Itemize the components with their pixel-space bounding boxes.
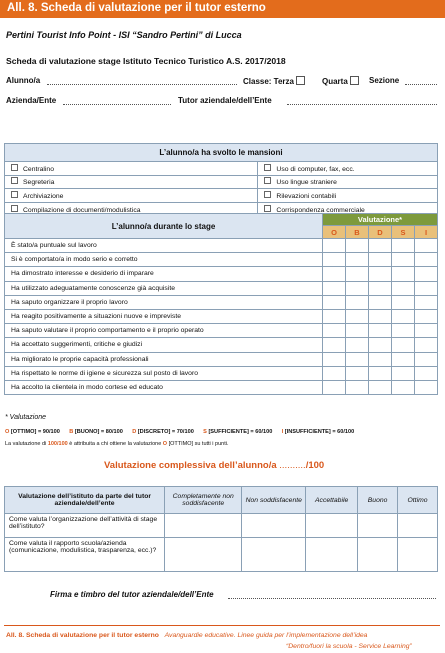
scale-b: B — [346, 226, 369, 239]
rating-cell[interactable] — [392, 239, 415, 253]
rating-cell[interactable] — [323, 253, 346, 267]
alunno-field[interactable] — [47, 76, 237, 85]
stage-evaluation-table — [4, 213, 438, 395]
footer-line-1: All. 8. Scheda di valutazione per il tutor esterno Avanguardie educative. Linee guida per l’implementazione dell’idea — [6, 632, 368, 639]
stage-criterion: Si è comportato/a in modo serio e corretto — [5, 253, 323, 267]
answer-cell[interactable] — [306, 538, 358, 572]
istituto-evaluation-table — [4, 486, 438, 572]
checkbox-icon[interactable] — [264, 177, 271, 184]
stage-criterion: Ha rispettato le norme di igiene e sicurezza sul posto di lavoro — [5, 366, 323, 380]
table-row — [5, 295, 438, 309]
rating-cell[interactable] — [323, 352, 346, 366]
terza-checkbox[interactable] — [296, 76, 305, 85]
stage-criterion: Ha accettato suggerimenti, critiche e giudizi — [5, 338, 323, 352]
table-row — [5, 366, 438, 380]
rating-cell[interactable] — [415, 295, 438, 309]
rating-cell[interactable] — [346, 366, 369, 380]
col-ottimo: Ottimo — [398, 487, 438, 514]
rating-cell[interactable] — [369, 281, 392, 295]
mansione-item[interactable]: Uso lingue straniere — [258, 175, 438, 189]
rating-cell[interactable] — [323, 309, 346, 323]
firma-label: Firma e timbro del tutor aziendale/dell’Ente — [50, 590, 214, 599]
rating-cell[interactable] — [346, 267, 369, 281]
rating-cell[interactable] — [346, 295, 369, 309]
table-row — [5, 309, 438, 323]
table-row — [5, 380, 438, 394]
stage-criterion: Ha migliorato le proprie capacità professionali — [5, 352, 323, 366]
rating-cell[interactable] — [369, 324, 392, 338]
checkbox-icon[interactable] — [264, 205, 271, 212]
rating-cell[interactable] — [415, 338, 438, 352]
rating-cell[interactable] — [415, 239, 438, 253]
rating-cell[interactable] — [392, 281, 415, 295]
rating-cell[interactable] — [415, 352, 438, 366]
footer-divider — [4, 625, 440, 626]
rating-cell[interactable] — [392, 324, 415, 338]
rating-cell[interactable] — [346, 253, 369, 267]
checkbox-icon[interactable] — [11, 205, 18, 212]
col-non-soddisfacente: Non soddisfacente — [242, 487, 306, 514]
checkbox-icon[interactable] — [264, 164, 271, 171]
legend: O [OTTIMO] = 90/100 B [BUONO] = 80/100 D [DISCRETO] = 70/100 S [SUFFICIENTE] = 60/100 I [INSUFFICIENTE] = 60/100 — [5, 429, 355, 435]
rating-cell[interactable] — [392, 338, 415, 352]
answer-cell[interactable] — [242, 514, 306, 538]
mansioni-title: L’alunno/a ha svolto le mansioni — [5, 144, 438, 162]
rating-cell[interactable] — [369, 267, 392, 281]
rating-cell[interactable] — [392, 295, 415, 309]
rating-cell[interactable] — [392, 309, 415, 323]
stage-criterion: Ha accolto la clientela in modo cortese ed educato — [5, 380, 323, 394]
table-row — [5, 352, 438, 366]
footer-line-2: “Dentro/fuori la scuola - Service Learning” — [286, 643, 412, 650]
answer-cell[interactable] — [165, 514, 242, 538]
answer-cell[interactable] — [306, 514, 358, 538]
scale-i: I — [415, 226, 438, 239]
mansione-item[interactable]: Uso di computer, fax, ecc. — [258, 162, 438, 176]
checkbox-icon[interactable] — [11, 164, 18, 171]
rating-cell[interactable] — [392, 253, 415, 267]
stage-criterion: Ha utilizzato adeguatamente conoscenze già acquisite — [5, 281, 323, 295]
rating-cell[interactable] — [369, 380, 392, 394]
valutazione-header: Valutazione* — [323, 214, 438, 226]
checkbox-icon[interactable] — [11, 191, 18, 198]
stage-criterion: Ha reagito positivamente a situazioni nuove e impreviste — [5, 309, 323, 323]
rating-cell[interactable] — [346, 338, 369, 352]
rating-cell[interactable] — [346, 380, 369, 394]
rating-cell[interactable] — [346, 309, 369, 323]
azienda-label: Azienda/Ente — [6, 96, 57, 105]
answer-cell[interactable] — [165, 538, 242, 572]
rating-cell[interactable] — [346, 324, 369, 338]
rating-cell[interactable] — [369, 366, 392, 380]
rating-cell[interactable] — [323, 295, 346, 309]
mansione-item[interactable]: Segreteria — [5, 175, 258, 189]
stage-criterion: È stato/a puntuale sul lavoro — [5, 239, 323, 253]
scale-s: S — [392, 226, 415, 239]
sezione-label: Sezione — [369, 76, 400, 85]
rating-cell[interactable] — [323, 338, 346, 352]
rating-cell[interactable] — [415, 253, 438, 267]
table-row — [5, 253, 438, 267]
alunno-label: Alunno/a — [6, 76, 41, 85]
azienda-field[interactable] — [63, 96, 171, 105]
rating-cell[interactable] — [392, 380, 415, 394]
sezione-field[interactable] — [405, 76, 437, 85]
rating-cell[interactable] — [415, 281, 438, 295]
table-row — [5, 239, 438, 253]
firma-field[interactable] — [228, 590, 436, 599]
rating-cell[interactable] — [323, 324, 346, 338]
answer-cell[interactable] — [358, 514, 398, 538]
rating-cell[interactable] — [415, 366, 438, 380]
istituto-question: Come valuta l’organizzazione dell’attività di stage dell’istituto? — [5, 514, 165, 538]
stage-criterion: Ha saputo valutare il proprio comportamento e il proprio operato — [5, 324, 323, 338]
checkbox-icon[interactable] — [264, 191, 271, 198]
rating-cell[interactable] — [415, 380, 438, 394]
table-row — [5, 324, 438, 338]
quarta-checkbox[interactable] — [350, 76, 359, 85]
rating-cell[interactable] — [415, 324, 438, 338]
rating-cell[interactable] — [369, 352, 392, 366]
rating-cell[interactable] — [392, 352, 415, 366]
answer-cell[interactable] — [398, 514, 438, 538]
rating-cell[interactable] — [369, 338, 392, 352]
rating-cell[interactable] — [369, 295, 392, 309]
legend-note: La valutazione di 100/100 è attribuita a chi ottiene la valutazione O [OTTIMO] su tutti i punti. — [5, 441, 229, 447]
table-row — [5, 267, 438, 281]
stage-criterion: Ha dimostrato interesse e desiderio di imparare — [5, 267, 323, 281]
col-accettabile: Accettabile — [306, 487, 358, 514]
rating-cell[interactable] — [323, 366, 346, 380]
rating-cell[interactable] — [323, 239, 346, 253]
legend-title: * Valutazione — [5, 414, 46, 421]
rating-cell[interactable] — [415, 267, 438, 281]
stage-criterion: Ha saputo organizzare il proprio lavoro — [5, 295, 323, 309]
stage-table-title: L’alunno/a durante lo stage — [5, 214, 323, 239]
rating-cell[interactable] — [323, 281, 346, 295]
istituto-question: Come valuta il rapporto scuola/azienda (comunicazione, modulistica, trasparenza, ecc.)? — [5, 538, 165, 572]
mansione-item[interactable]: Compilazione di documenti/modulistica — [5, 202, 258, 216]
answer-cell[interactable] — [398, 538, 438, 572]
col-buono: Buono — [358, 487, 398, 514]
checkbox-icon[interactable] — [11, 177, 18, 184]
mansione-item[interactable]: Rilevazioni contabili — [258, 189, 438, 203]
rating-cell[interactable] — [369, 309, 392, 323]
rating-cell[interactable] — [392, 267, 415, 281]
rating-cell[interactable] — [369, 239, 392, 253]
rating-cell[interactable] — [415, 309, 438, 323]
valutazione-complessiva: Valutazione complessiva dell’alunno/a ........../100 — [104, 460, 325, 471]
mansione-item[interactable]: Archiviazione — [5, 189, 258, 203]
answer-cell[interactable] — [358, 538, 398, 572]
col-completamente-non-soddisfacente: Completamente non soddisfacente — [165, 487, 242, 514]
table-row — [5, 281, 438, 295]
answer-cell[interactable] — [242, 538, 306, 572]
classe-label: Classe: Terza — [243, 76, 308, 86]
school-subtitle: Pertini Tourist Info Point - ISI “Sandro Pertini” di Lucca — [6, 30, 242, 40]
page-title: All. 8. Scheda di valutazione per il tutor esterno — [7, 2, 266, 14]
rating-cell[interactable] — [392, 366, 415, 380]
scale-d: D — [369, 226, 392, 239]
rating-cell[interactable] — [346, 239, 369, 253]
mansione-item[interactable]: Corrispondenza commerciale — [258, 202, 438, 216]
rating-cell[interactable] — [323, 380, 346, 394]
tutor-label: Tutor aziendale/dell’Ente — [178, 96, 272, 105]
tutor-field[interactable] — [287, 96, 437, 105]
rating-cell[interactable] — [346, 281, 369, 295]
table-row — [5, 338, 438, 352]
scale-o: O — [323, 226, 346, 239]
istituto-header: Valutazione dell’istituto da parte del tutor aziendale/dell’ente — [5, 487, 165, 514]
rating-cell[interactable] — [369, 253, 392, 267]
mansione-item[interactable]: Centralino — [5, 162, 258, 176]
rating-cell[interactable] — [323, 267, 346, 281]
scheda-title: Scheda di valutazione stage Istituto Tecnico Turistico A.S. 2017/2018 — [6, 56, 286, 66]
rating-cell[interactable] — [346, 352, 369, 366]
quarta-label: Quarta — [322, 76, 362, 86]
